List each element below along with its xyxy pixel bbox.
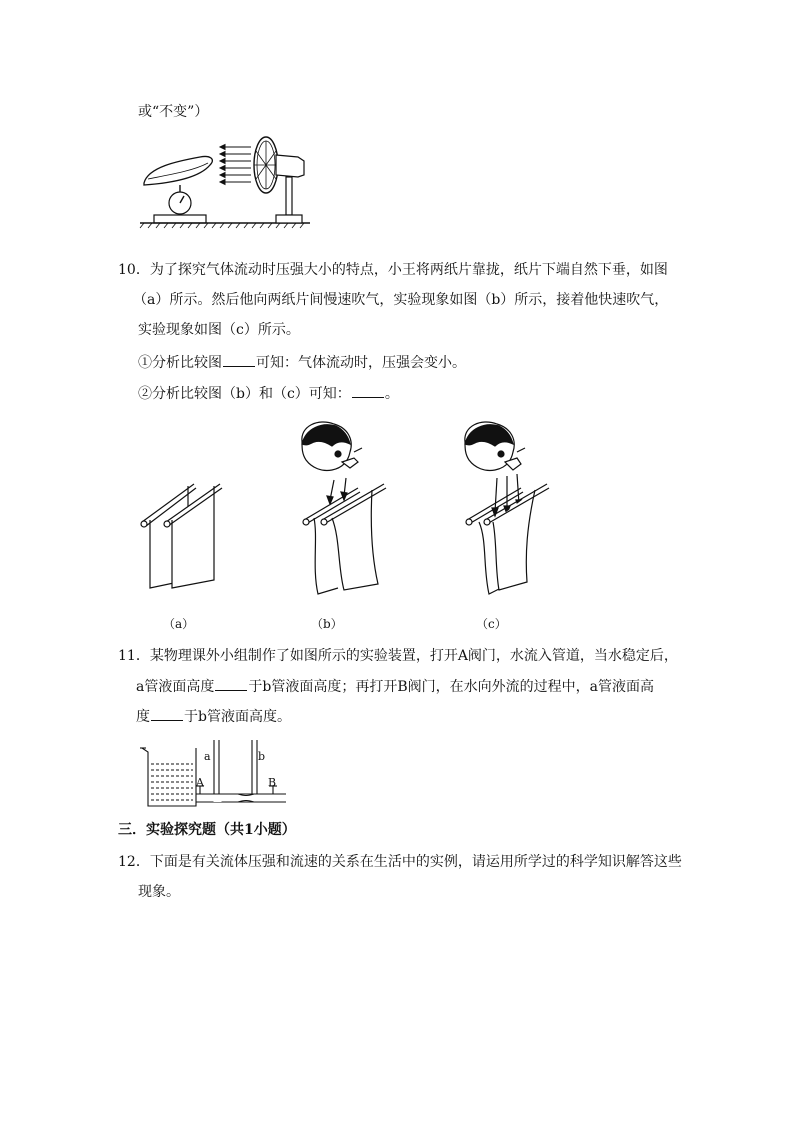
q12-number: 12．	[118, 854, 150, 870]
q11-text-1: 某物理课外小组制作了如图所示的实验装置，打开A阀门，水流入管道，当水稳定后，	[149, 648, 678, 664]
q11-number: 11．	[118, 648, 150, 664]
q10-sub1-blank	[223, 352, 255, 367]
q12-line2: 现象。	[138, 884, 180, 900]
fan-icon	[254, 137, 304, 223]
q10-line1	[118, 260, 668, 280]
q10-sub2-suffix: 。	[384, 386, 399, 402]
person-blowing-icon	[292, 418, 392, 598]
q10-sub2	[138, 383, 399, 404]
caption-a: （a）	[163, 617, 195, 631]
label-valve-A: A	[196, 776, 204, 789]
person-blowing-icon	[455, 418, 555, 598]
q11-blank-1	[215, 676, 247, 691]
q10-number: 10．	[118, 262, 150, 278]
q9-tail-text: 或“不变”）	[138, 104, 209, 120]
q10-sub1-suffix: 可知：气体流动时，压强会变小。	[256, 355, 466, 371]
q11-line3	[136, 706, 291, 727]
q10-sub2-prefix: ②分析比较图（b）和（c）可知：	[138, 386, 351, 402]
q10-line2: （a）所示。然后他向两纸片间慢速吹气，实验现象如图（b）所示，接着他快速吹气，	[133, 292, 669, 308]
q11-line3-prefix: 度	[136, 709, 150, 725]
wing-scale-icon	[138, 135, 313, 230]
q10-sub2-blank	[352, 383, 384, 398]
q11-blank-2	[151, 706, 183, 721]
section-3-heading: 三．实验探究题（共1小题）	[118, 822, 296, 838]
q11-line2	[136, 676, 654, 697]
q12-text-1: 下面是有关流体压强和流速的关系在生活中的实例，请运用所学过的科学知识解答这些	[149, 854, 682, 870]
paper-strips-icon	[138, 476, 228, 596]
q10-line3: 实验现象如图（c）所示。	[138, 322, 300, 338]
q11-line2-prefix: a管液面高度	[136, 679, 215, 695]
q11-line2-suffix: 于b管液面高度；再打开B阀门，在水向外流的过程中，a管液面高	[248, 679, 654, 695]
label-tube-a: a	[204, 750, 211, 763]
q12-line1	[118, 852, 682, 872]
q11-line3-suffix: 于b管液面高度。	[184, 709, 291, 725]
q11-line1	[118, 646, 678, 666]
label-tube-b: b	[258, 750, 266, 763]
q10-text-1: 为了探究气体流动时压强大小的特点，小王将两纸片靠拢，纸片下端自然下垂，如图	[149, 262, 668, 278]
caption-b: （b）	[311, 617, 343, 631]
q10-sub1-prefix: ①分析比较图	[138, 355, 222, 371]
label-valve-B: B	[268, 776, 277, 789]
caption-c: （c）	[476, 617, 507, 631]
q10-sub1	[138, 352, 466, 373]
